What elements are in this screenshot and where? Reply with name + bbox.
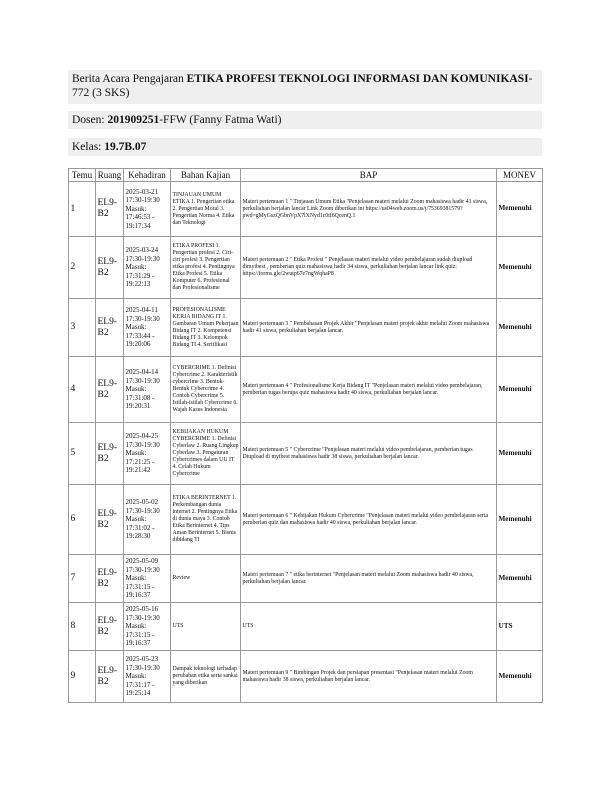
checkin-time: 17:46:53 - 19:17:34 — [125, 213, 155, 230]
checkin-label: Masuk: — [125, 323, 147, 332]
ruang-cell: EL9-B2 — [96, 651, 124, 703]
temu-cell: 9 — [69, 651, 96, 703]
monev-cell: Memenuhi — [497, 485, 543, 555]
temu-cell: 7 — [69, 555, 96, 603]
checkin-label: Masuk: — [125, 574, 147, 583]
ruang-cell: EL9-B2 — [96, 555, 124, 603]
monev-cell: UTS — [497, 603, 543, 651]
ruang-cell: EL9-B2 — [96, 299, 124, 357]
kehadiran-cell — [124, 423, 171, 485]
checkin-time: 17:33:44 - 19:20:06 — [125, 331, 155, 349]
table-row — [69, 357, 543, 423]
table-row — [69, 299, 543, 357]
lecturer-id: 201909251 — [107, 114, 160, 126]
column-header-temu: Temu — [69, 169, 96, 182]
kehadiran-cell — [124, 555, 171, 603]
checkin-label: Masuk: — [125, 672, 147, 681]
monev-cell: Memenuhi — [497, 237, 543, 299]
bahan-kajian-cell: Review — [171, 555, 241, 603]
temu-cell: 8 — [69, 603, 96, 651]
table-row — [69, 651, 543, 703]
bahan-kajian-cell: Dampak teknologi terhadap perubahan etika serta sanksi yang diberikan — [171, 651, 241, 703]
temu-cell: 3 — [69, 299, 96, 357]
monev-cell: Memenuhi — [497, 555, 543, 603]
attendance-table — [68, 168, 543, 703]
table-row — [69, 555, 543, 603]
kehadiran-cell — [124, 357, 171, 423]
temu-cell: 5 — [69, 423, 96, 485]
table-row — [69, 603, 543, 651]
session-time: 17:30-19:30 — [125, 613, 160, 622]
checkin-time: 17:31:02 - 19:28:30 — [125, 523, 155, 541]
bap-cell: UTS — [241, 603, 497, 651]
temu-cell: 4 — [69, 357, 96, 423]
session-date: 2025-05-23 — [125, 655, 159, 664]
course-code: -772 (3 SKS) — [72, 73, 533, 99]
ruang-cell: EL9-B2 — [96, 603, 124, 651]
title-prefix: Berita Acara Pengajaran — [72, 73, 184, 85]
temu-cell: 1 — [69, 182, 96, 237]
checkin-label: Masuk: — [125, 263, 147, 272]
temu-cell: 6 — [69, 485, 96, 555]
bahan-kajian-cell: ETIKA BERINTERNET 1. Perkembangan dunia internet 2. Pentingnya Etika di dunia maya 3. Contoh Etika Berinternet 4. Tips Aman Berinternet 5. Bisnis dibidang TI — [171, 485, 241, 555]
kehadiran-cell — [124, 485, 171, 555]
table-row — [69, 485, 543, 555]
class-label: Kelas: — [72, 141, 102, 153]
bap-cell: Materi pertemuan 2 " Etika Profesi " Penjelasan materi melalui video pembelajaran sudah diupload dimyibest , pemberian quiz mahasiswa hadir 34 siswa, perkuliahan berjalan lancar link quiz: https://forms.gle/2wutp67e7ngWqhaP8 — [241, 237, 497, 299]
session-date: 2025-03-24 — [125, 246, 159, 255]
monev-cell: Memenuhi — [497, 182, 543, 237]
session-date: 2025-04-14 — [125, 368, 159, 377]
temu-cell: 2 — [69, 237, 96, 299]
bap-cell: Materi pertemuan 1 " Tinjauan Umum Etika "Penjelasan materi melalui Zoom mahasiswa hadir 41 siswa, perkuliahan berjalan lancar Link Zoom diberikan ini https://us04web.zoom.us/j/75369381579?pwd=gMyGszQGbnVpX7lXNyd1c0tf6QcenQ.1 — [241, 182, 497, 237]
bap-cell: Materi pertemuan 6 " Kebijakan Hukum Cybercrime "Penjelasan materi melalui video pembelajaran serta pemberian quiz dan mahasiswa hadir 40 siswa, perkuliahan berjalan lancar. — [241, 485, 497, 555]
table-row — [69, 182, 543, 237]
checkin-label: Masuk: — [125, 515, 147, 524]
monev-cell: Memenuhi — [497, 651, 543, 703]
checkin-time: 17:31:15 - 19:16:37 — [125, 582, 155, 600]
session-time: 17:30-19:30 — [125, 254, 160, 263]
checkin-time: 17:31:08 - 19:20:31 — [125, 393, 155, 411]
ruang-cell: EL9-B2 — [96, 357, 124, 423]
session-time: 17:30-19:30 — [125, 196, 160, 205]
column-header-bap: BAP — [241, 169, 497, 182]
kehadiran-cell — [124, 299, 171, 357]
column-header-kehadiran: Kehadiran — [124, 169, 171, 182]
session-date: 2025-04-25 — [125, 432, 159, 441]
document-title — [68, 70, 542, 104]
checkin-label: Masuk: — [125, 449, 147, 458]
column-header-bahan-kajian: Bahan Kajian — [171, 169, 241, 182]
class-value: 19.7B.07 — [104, 141, 147, 153]
bap-cell: Materi pertemuan 3 " Pembahasan Projek Akhir "Penjelasan materi projek akhir melalui Zoom mahasiswa hadir 41 siswa, perkuliahan berjalan lancar. — [241, 299, 497, 357]
lecturer-info — [68, 111, 542, 129]
session-date: 2025-05-16 — [125, 605, 159, 614]
ruang-cell: EL9-B2 — [96, 182, 124, 237]
kehadiran-cell — [124, 603, 171, 651]
checkin-label: Masuk: — [125, 385, 147, 394]
bahan-kajian-cell: PROFESIONALISME KERJA BIDANG IT 1. Gambaran Umum Pekerjaan Bidang IT 2. Kompetensi Bidang IT 3. Kelompok Bidang TI 4. Sertifikasi — [171, 299, 241, 357]
checkin-time: 17:21:25 - 19:21:42 — [125, 457, 155, 475]
checkin-time: 17:31:17 - 19:25:14 — [125, 680, 155, 698]
course-name: ETIKA PROFESI TEKNOLOGI INFORMASI DAN KOMUNIKASI — [186, 73, 529, 85]
kehadiran-cell — [124, 182, 171, 237]
bahan-kajian-cell: UTS — [171, 603, 241, 651]
session-date: 2025-05-02 — [125, 498, 159, 507]
kehadiran-cell — [124, 237, 171, 299]
column-header-ruang: Ruang — [96, 169, 124, 182]
bap-cell: Materi pertemuan 5 " Cybercrime "Penjelasan materi melalui video pembelajaran, pemberian tugas Diupload di myibest mahasiswa hadir 38 siswa, perkuliahan berjalan lancar. — [241, 423, 497, 485]
ruang-cell: EL9-B2 — [96, 485, 124, 555]
bahan-kajian-cell: CYBERCRIME 1. Definisi Cybercrime 2. Karakteristik cybercrime 3. Bentuk-Bentuk Cybercrime 4. Contoh Cybercrime 5. Istilah-istilah Cybercrime 6. Wajah Kasus Indonesia — [171, 357, 241, 423]
monev-cell: Memenuhi — [497, 299, 543, 357]
session-time: 17:30-19:30 — [125, 506, 160, 515]
lecturer-label: Dosen: — [72, 114, 105, 126]
table-row — [69, 237, 543, 299]
ruang-cell: EL9-B2 — [96, 237, 124, 299]
checkin-label: Masuk: — [125, 622, 147, 631]
ruang-cell: EL9-B2 — [96, 423, 124, 485]
bap-cell: Materi pertemuan 7 " etika berinternet "Penjelasan materi melalui Zoom mahasiswa hadir 40 siswa, perkuliahan berjalan lancar. — [241, 555, 497, 603]
bahan-kajian-cell: KEBIJAKAN HUKUM CYBERCRIME 1. Definisi Cyberlaw 2. Ruang Lingkup Cyberlaw 3. Pengaturan Cybercrimes dalam UU IT 4. Celah Hukum Cybercrime — [171, 423, 241, 485]
class-info — [68, 138, 542, 156]
bap-cell: Materi pertemuan 4 " Profesionalisme Kerja Bidang IT "Penjelasan materi melalui video pembelajaran, pemberian tugas berupa quiz mahasiswa hadir 40 siswa, perkuliahan berjalan lancar. — [241, 357, 497, 423]
monev-cell: Memenuhi — [497, 423, 543, 485]
bahan-kajian-cell: TINJAUAN UMUM ETIKA 1. Pengertian etika 2. Pengertian Moral 3. Pengertian Norma 4. Etika dan Teknologi — [171, 182, 241, 237]
lecturer-name: -FFW (Fanny Fatma Wati) — [159, 114, 282, 126]
session-date: 2025-05-09 — [125, 557, 159, 566]
session-time: 17:30-19:30 — [125, 440, 160, 449]
checkin-label: Masuk: — [125, 204, 147, 213]
session-date: 2025-03-21 — [125, 187, 159, 196]
bahan-kajian-cell: ETIKA PROFESI 1. Pengertian profesi 2. Ciri-ciri profesi 3. Pengertian etika profesi 4. Pentingnya Etika Profesi 5. Etika Komputer 6. Profesional dan Profesionalisme — [171, 237, 241, 299]
session-time: 17:30-19:30 — [125, 314, 160, 323]
session-date: 2025-04-11 — [125, 306, 158, 315]
checkin-time: 17:31:29 - 19:22:13 — [125, 271, 155, 289]
checkin-time: 17:31:15 - 19:16:37 — [125, 630, 155, 648]
session-time: 17:30-19:30 — [125, 565, 160, 574]
bap-cell: Materi pertemuan 9 " Bimbingan Projek dan persiapan presentasi "Penjelasan materi melalui Zoom mahasiswa hadir 38 siswa, perkuliahan berjalan lancar. — [241, 651, 497, 703]
table-header-row — [69, 169, 543, 182]
session-time: 17:30-19:30 — [125, 376, 160, 385]
session-time: 17:30-19:30 — [125, 663, 160, 672]
kehadiran-cell — [124, 651, 171, 703]
table-row — [69, 423, 543, 485]
column-header-monev: MONEV — [497, 169, 543, 182]
monev-cell: Memenuhi — [497, 357, 543, 423]
